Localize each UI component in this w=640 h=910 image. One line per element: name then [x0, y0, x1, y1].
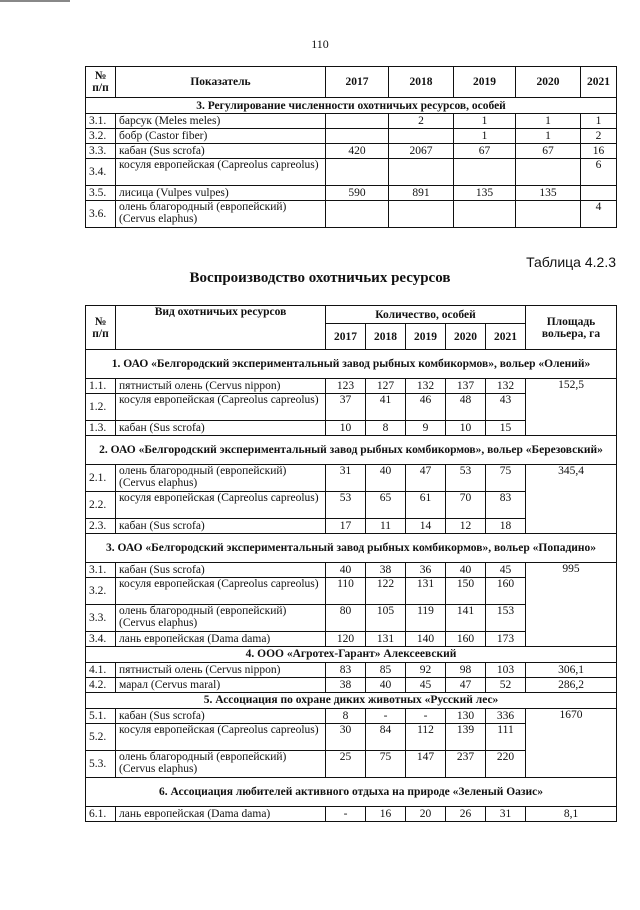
row-indicator: бобр (Castor fiber) — [116, 129, 326, 144]
table1-year-header: 2018 — [389, 67, 454, 98]
row-value: - — [366, 709, 406, 724]
row-species: косуля европейская (Capreolus capreolus) — [116, 492, 326, 519]
row-species: косуля европейская (Capreolus capreolus) — [116, 578, 326, 605]
row-value: 36 — [406, 563, 446, 578]
table2-row — [86, 379, 617, 394]
row-species: кабан (Sus scrofa) — [116, 709, 326, 724]
row-value: 31 — [326, 465, 366, 492]
row-area: 8,1 — [526, 807, 617, 822]
table1-year-header: 2021 — [581, 67, 617, 98]
row-value: 25 — [326, 751, 366, 778]
row-number: 3.4. — [86, 632, 116, 647]
row-value: 153 — [486, 605, 526, 632]
row-value: 590 — [326, 186, 389, 201]
row-value: 48 — [446, 394, 486, 421]
row-value: 122 — [366, 578, 406, 605]
row-value: 119 — [406, 605, 446, 632]
row-value: 1 — [454, 114, 516, 129]
row-number: 3.3. — [86, 605, 116, 632]
row-value: 45 — [406, 678, 446, 693]
row-value: 61 — [406, 492, 446, 519]
row-number: 4.1. — [86, 663, 116, 678]
table2-area-header: Площадь вольера, га — [526, 306, 617, 350]
row-value — [326, 159, 389, 186]
row-species: косуля европейская (Capreolus capreolus) — [116, 724, 326, 751]
row-number: 3.6. — [86, 201, 116, 228]
row-value: 43 — [486, 394, 526, 421]
row-value — [326, 114, 389, 129]
table1-row — [86, 144, 617, 159]
row-value — [326, 201, 389, 228]
table2-year-header: 2018 — [366, 324, 406, 350]
table1-row — [86, 186, 617, 201]
row-species: лань европейская (Dama dama) — [116, 632, 326, 647]
row-value: 67 — [454, 144, 516, 159]
row-value: 112 — [406, 724, 446, 751]
row-number: 3.1. — [86, 114, 116, 129]
row-value: 98 — [446, 663, 486, 678]
row-value: 92 — [406, 663, 446, 678]
section-title: 3. ОАО «Белгородский экспериментальный завод рыбных комбикормов», вольер «Попадино» — [86, 534, 617, 563]
table2-header-row — [86, 306, 617, 324]
row-value: 80 — [326, 605, 366, 632]
row-species: пятнистый олень (Cervus nippon) — [116, 379, 326, 394]
row-number: 3.1. — [86, 563, 116, 578]
row-value: 135 — [454, 186, 516, 201]
row-value: 75 — [366, 751, 406, 778]
row-value: 131 — [366, 632, 406, 647]
section-title: 5. Ассоциация по охране диких животных «Русский лес» — [86, 693, 617, 709]
table2-row — [86, 807, 617, 822]
row-value: 10 — [446, 421, 486, 436]
table1-year-header: 2019 — [454, 67, 516, 98]
row-value: 38 — [366, 563, 406, 578]
row-value: 120 — [326, 632, 366, 647]
row-value: 891 — [389, 186, 454, 201]
table1-indicator-header: Показатель — [116, 67, 326, 98]
row-species: олень благородный (европейский) (Cervus elaphus) — [116, 751, 326, 778]
row-number: 3.3. — [86, 144, 116, 159]
table2-species-header: Вид охотничьих ресурсов — [116, 306, 326, 350]
row-value: 67 — [516, 144, 581, 159]
table2-row — [86, 709, 617, 724]
table2-year-header: 2020 — [446, 324, 486, 350]
row-value: 1 — [581, 114, 617, 129]
row-area: 286,2 — [526, 678, 617, 693]
row-species: марал (Cervus maral) — [116, 678, 326, 693]
table2-row — [86, 663, 617, 678]
row-value: 237 — [446, 751, 486, 778]
row-value: 110 — [326, 578, 366, 605]
row-value: 150 — [446, 578, 486, 605]
row-value: 8 — [326, 709, 366, 724]
reproduction-table — [85, 305, 617, 822]
row-species: кабан (Sus scrofa) — [116, 421, 326, 436]
row-number: 3.4. — [86, 159, 116, 186]
row-value: 1 — [454, 129, 516, 144]
table2-section-row — [86, 534, 617, 563]
row-value — [516, 159, 581, 186]
row-value: 15 — [486, 421, 526, 436]
row-value: 127 — [366, 379, 406, 394]
table1-row — [86, 129, 617, 144]
table2-num-header: № п/п — [86, 306, 116, 350]
row-value: 10 — [326, 421, 366, 436]
row-value: 105 — [366, 605, 406, 632]
row-value: 2 — [581, 129, 617, 144]
row-number: 3.2. — [86, 578, 116, 605]
row-value: 53 — [446, 465, 486, 492]
row-value: 132 — [406, 379, 446, 394]
row-number: 2.1. — [86, 465, 116, 492]
row-species: косуля европейская (Capreolus capreolus) — [116, 394, 326, 421]
row-value: 38 — [326, 678, 366, 693]
row-number: 4.2. — [86, 678, 116, 693]
row-value: 14 — [406, 519, 446, 534]
row-value: 141 — [446, 605, 486, 632]
row-value: 135 — [516, 186, 581, 201]
row-value: 20 — [406, 807, 446, 822]
row-value: 130 — [446, 709, 486, 724]
row-value: 111 — [486, 724, 526, 751]
row-value: 40 — [326, 563, 366, 578]
row-value: 16 — [366, 807, 406, 822]
row-indicator: кабан (Sus scrofa) — [116, 144, 326, 159]
row-species: лань европейская (Dama dama) — [116, 807, 326, 822]
row-value: 52 — [486, 678, 526, 693]
row-indicator: олень благородный (европейский) (Cervus elaphus) — [116, 201, 326, 228]
row-species: олень благородный (европейский) (Cervus elaphus) — [116, 605, 326, 632]
row-number: 1.2. — [86, 394, 116, 421]
culling-table — [85, 66, 617, 228]
table2-year-header: 2021 — [486, 324, 526, 350]
row-value: 46 — [406, 394, 446, 421]
row-value: 37 — [326, 394, 366, 421]
row-value: 139 — [446, 724, 486, 751]
row-value: 140 — [406, 632, 446, 647]
table2-quantity-header: Количество, особей — [326, 306, 526, 324]
row-value — [389, 201, 454, 228]
section-title: 4. ООО «Агротех-Гарант» Алексеевский — [86, 647, 617, 663]
top-edge-line — [0, 0, 70, 2]
row-number: 5.3. — [86, 751, 116, 778]
row-value: 160 — [446, 632, 486, 647]
row-value — [389, 159, 454, 186]
row-species: кабан (Sus scrofa) — [116, 519, 326, 534]
table2-section-row — [86, 778, 617, 807]
row-value: 17 — [326, 519, 366, 534]
row-value: - — [406, 709, 446, 724]
row-value: 1 — [516, 114, 581, 129]
row-number: 5.1. — [86, 709, 116, 724]
row-species: пятнистый олень (Cervus nippon) — [116, 663, 326, 678]
row-indicator: косуля европейская (Capreolus capreolus) — [116, 159, 326, 186]
section-area: 152,5 — [526, 379, 617, 436]
row-value: 173 — [486, 632, 526, 647]
row-area: 306,1 — [526, 663, 617, 678]
row-value: 40 — [366, 678, 406, 693]
row-number: 1.1. — [86, 379, 116, 394]
row-species: олень благородный (европейский) (Cervus elaphus) — [116, 465, 326, 492]
row-value: 220 — [486, 751, 526, 778]
row-value — [326, 129, 389, 144]
row-value: 9 — [406, 421, 446, 436]
row-number: 2.2. — [86, 492, 116, 519]
row-value: 147 — [406, 751, 446, 778]
row-value: 83 — [486, 492, 526, 519]
section-title: 6. Ассоциация любителей активного отдыха на природе «Зеленый Оазис» — [86, 778, 617, 807]
table-number: Таблица 4.2.3 — [526, 254, 616, 270]
section-area: 345,4 — [526, 465, 617, 534]
table1-row — [86, 114, 617, 129]
row-indicator: барсук (Meles meles) — [116, 114, 326, 129]
table2-section-row — [86, 436, 617, 465]
table2-section-row — [86, 693, 617, 709]
row-value: 85 — [366, 663, 406, 678]
row-value: 75 — [486, 465, 526, 492]
section-area: 995 — [526, 563, 617, 647]
table1-row — [86, 201, 617, 228]
table-title: Воспроизводство охотничьих ресурсов — [189, 270, 451, 286]
row-value: 40 — [446, 563, 486, 578]
table1-year-header: 2020 — [516, 67, 581, 98]
table1-row — [86, 159, 617, 186]
row-value: 160 — [486, 578, 526, 605]
row-number: 3.5. — [86, 186, 116, 201]
row-value: 12 — [446, 519, 486, 534]
table2-row — [86, 465, 617, 492]
row-value — [454, 201, 516, 228]
row-number: 5.2. — [86, 724, 116, 751]
row-value — [581, 186, 617, 201]
row-number: 6.1. — [86, 807, 116, 822]
table2-section-row — [86, 350, 617, 379]
row-value: 6 — [581, 159, 617, 186]
row-value: 132 — [486, 379, 526, 394]
row-value: 45 — [486, 563, 526, 578]
row-value: 103 — [486, 663, 526, 678]
section-area: 1670 — [526, 709, 617, 778]
row-value: - — [326, 807, 366, 822]
table2-row — [86, 563, 617, 578]
row-number: 3.2. — [86, 129, 116, 144]
row-value: 4 — [581, 201, 617, 228]
table2-section-row — [86, 647, 617, 663]
row-number: 2.3. — [86, 519, 116, 534]
row-value: 83 — [326, 663, 366, 678]
row-value: 8 — [366, 421, 406, 436]
row-value: 18 — [486, 519, 526, 534]
page-number: 110 — [311, 37, 329, 51]
table2-year-header: 2019 — [406, 324, 446, 350]
row-species: кабан (Sus scrofa) — [116, 563, 326, 578]
row-value: 420 — [326, 144, 389, 159]
table2-year-header: 2017 — [326, 324, 366, 350]
row-value: 123 — [326, 379, 366, 394]
row-value: 16 — [581, 144, 617, 159]
table1-num-header: № п/п — [86, 67, 116, 98]
row-value — [389, 129, 454, 144]
table1-section-title: 3. Регулирование численности охотничьих ресурсов, особей — [86, 98, 617, 114]
row-value: 65 — [366, 492, 406, 519]
table2-row — [86, 678, 617, 693]
row-value: 336 — [486, 709, 526, 724]
row-value: 2 — [389, 114, 454, 129]
row-indicator: лисица (Vulpes vulpes) — [116, 186, 326, 201]
row-value: 11 — [366, 519, 406, 534]
section-title: 2. ОАО «Белгородский экспериментальный завод рыбных комбикормов», вольер «Березовский» — [86, 436, 617, 465]
row-value: 40 — [366, 465, 406, 492]
row-value: 26 — [446, 807, 486, 822]
row-value: 1 — [516, 129, 581, 144]
row-value — [516, 201, 581, 228]
row-value: 31 — [486, 807, 526, 822]
row-value: 2067 — [389, 144, 454, 159]
row-value: 30 — [326, 724, 366, 751]
table1-year-header: 2017 — [326, 67, 389, 98]
row-value: 70 — [446, 492, 486, 519]
row-value: 47 — [406, 465, 446, 492]
row-number: 1.3. — [86, 421, 116, 436]
row-value: 53 — [326, 492, 366, 519]
row-value — [454, 159, 516, 186]
row-value: 84 — [366, 724, 406, 751]
table1-section-row — [86, 98, 617, 114]
table1-header-row — [86, 67, 617, 98]
row-value: 41 — [366, 394, 406, 421]
row-value: 47 — [446, 678, 486, 693]
section-title: 1. ОАО «Белгородский экспериментальный завод рыбных комбикормов», вольер «Олений» — [86, 350, 617, 379]
row-value: 137 — [446, 379, 486, 394]
row-value: 131 — [406, 578, 446, 605]
